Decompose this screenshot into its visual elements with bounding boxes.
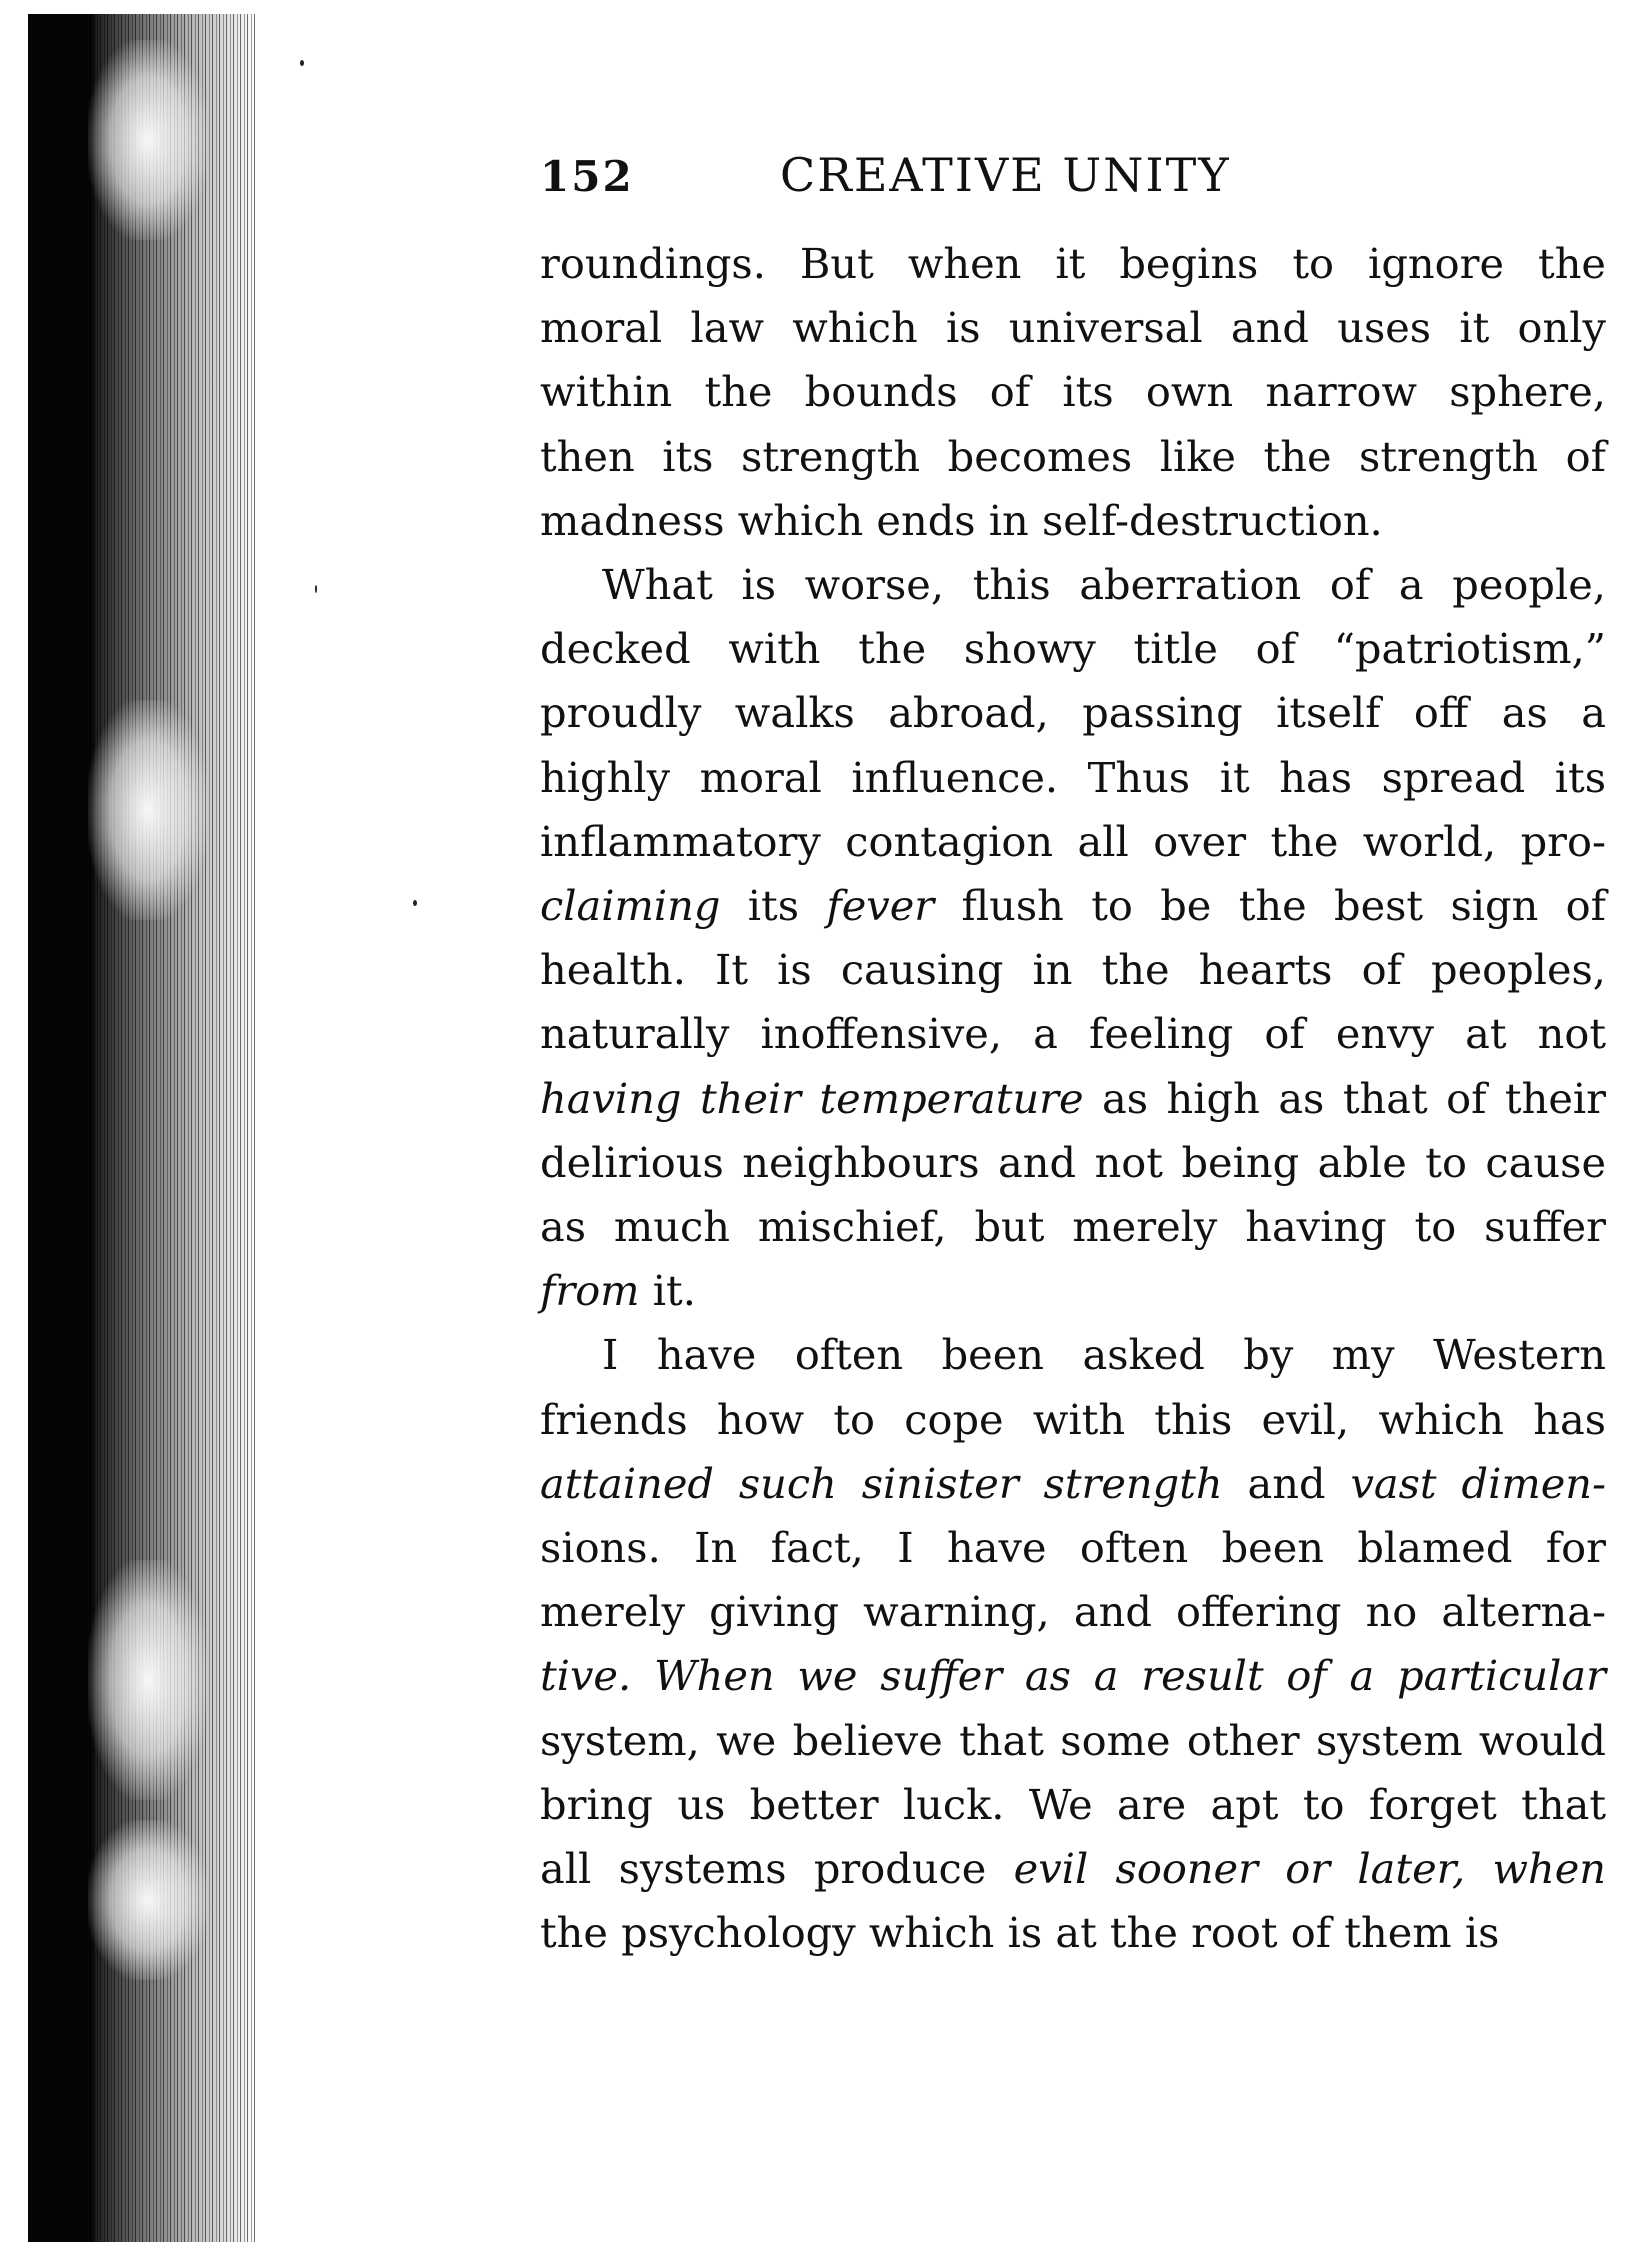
text-run: flush to be the best sign of [934, 881, 1606, 931]
text-line [540, 1388, 1606, 1452]
italic-text: When we suffer as a result of a particular [653, 1651, 1606, 1701]
book-title: CREATIVE UNITY [780, 148, 1231, 202]
text-line [540, 1644, 1606, 1708]
text-line [540, 810, 1606, 874]
italic-text: fever [826, 881, 935, 931]
text-run: friends how to cope with this evil, which has [540, 1394, 1606, 1444]
text-run: delirious neighbours and not being able to cause [540, 1137, 1606, 1187]
binding-dark-edge [28, 14, 90, 2242]
italic-text: vast dimen- [1350, 1458, 1607, 1508]
binding-glare-top [88, 40, 208, 240]
text-run: decked with the showy title of “patriotism,” [540, 624, 1606, 674]
text-line [540, 617, 1606, 681]
text-line [540, 425, 1606, 489]
text-run: within the bounds of its own narrow sphere, [540, 367, 1606, 417]
scan-speck [300, 60, 304, 66]
paragraph [540, 232, 1606, 553]
text-line [540, 746, 1606, 810]
text-line [540, 1837, 1606, 1901]
text-run: then its strength becomes like the strength of [540, 431, 1606, 481]
text-line [540, 1773, 1606, 1837]
text-run: highly moral influence. Thus it has spread its [540, 752, 1606, 802]
binding-glare-bottom [88, 1820, 208, 1980]
text-line [540, 1195, 1606, 1259]
text-run: health. It is causing in the hearts of peoples, [540, 945, 1606, 995]
scan-speck [315, 585, 317, 593]
text-run: all systems produce [540, 1844, 1014, 1894]
text-line [540, 938, 1606, 1002]
italic-text: having their temperature [540, 1073, 1084, 1123]
italic-text: tive. [540, 1651, 632, 1701]
body-text [540, 232, 1606, 1965]
text-run: as high as that of their [1083, 1073, 1606, 1123]
text-line [540, 1709, 1606, 1773]
text-line [540, 874, 1606, 938]
text-line [540, 296, 1606, 360]
text-line [540, 360, 1606, 424]
text-run: naturally inoffensive, a feeling of envy at not [540, 1009, 1606, 1059]
italic-text: evil sooner or later, when [1013, 1844, 1606, 1894]
text-run: and [1222, 1458, 1351, 1508]
text-run [631, 1651, 654, 1700]
text-line [540, 553, 1606, 617]
text-line [540, 1516, 1606, 1580]
binding-glare-upper [88, 700, 208, 920]
text-line [540, 681, 1606, 745]
text-run: as much mischief, but merely having to suffer [540, 1202, 1606, 1252]
text-run: proudly walks abroad, passing itself off as a [540, 688, 1606, 738]
text-run: bring us better luck. We are apt to forget that [540, 1779, 1606, 1829]
text-run: its [720, 881, 827, 931]
text-line [540, 489, 1606, 553]
page-number: 152 [540, 152, 634, 201]
text-run: merely giving warning, and offering no alterna- [540, 1587, 1606, 1637]
text-run: the psychology which is at the root of them is [540, 1908, 1500, 1958]
text-run: roundings. But when it begins to ignore the [540, 239, 1606, 288]
italic-text: attained such sinister strength [540, 1458, 1223, 1508]
text-run: moral law which is universal and uses it only [540, 303, 1606, 353]
text-line [540, 1901, 1606, 1965]
text-line [540, 1259, 1606, 1323]
text-line [540, 1067, 1606, 1131]
text-run: system, we believe that some other system would [540, 1715, 1606, 1765]
book-page [540, 148, 1606, 1965]
text-run: What is worse, this aberration of a people, [602, 560, 1606, 610]
text-run: madness which ends in self-destruction. [540, 495, 1383, 545]
scan-speck [413, 900, 417, 906]
running-head [540, 148, 1606, 218]
text-line [540, 1323, 1606, 1387]
text-run: inflammatory contagion all over the world, pro- [540, 816, 1606, 866]
paragraph [540, 553, 1606, 1323]
italic-text: claiming [540, 881, 721, 931]
binding-glare-lower [88, 1560, 208, 1800]
text-line [540, 232, 1606, 296]
text-line [540, 1002, 1606, 1066]
text-run: it. [639, 1266, 696, 1316]
text-line [540, 1580, 1606, 1644]
italic-text: from [540, 1266, 640, 1316]
text-line [540, 1452, 1606, 1516]
paragraph [540, 1323, 1606, 1965]
text-line [540, 1131, 1606, 1195]
text-run: sions. In fact, I have often been blamed for [540, 1523, 1606, 1573]
text-run: I have often been asked by my Western [602, 1330, 1606, 1380]
